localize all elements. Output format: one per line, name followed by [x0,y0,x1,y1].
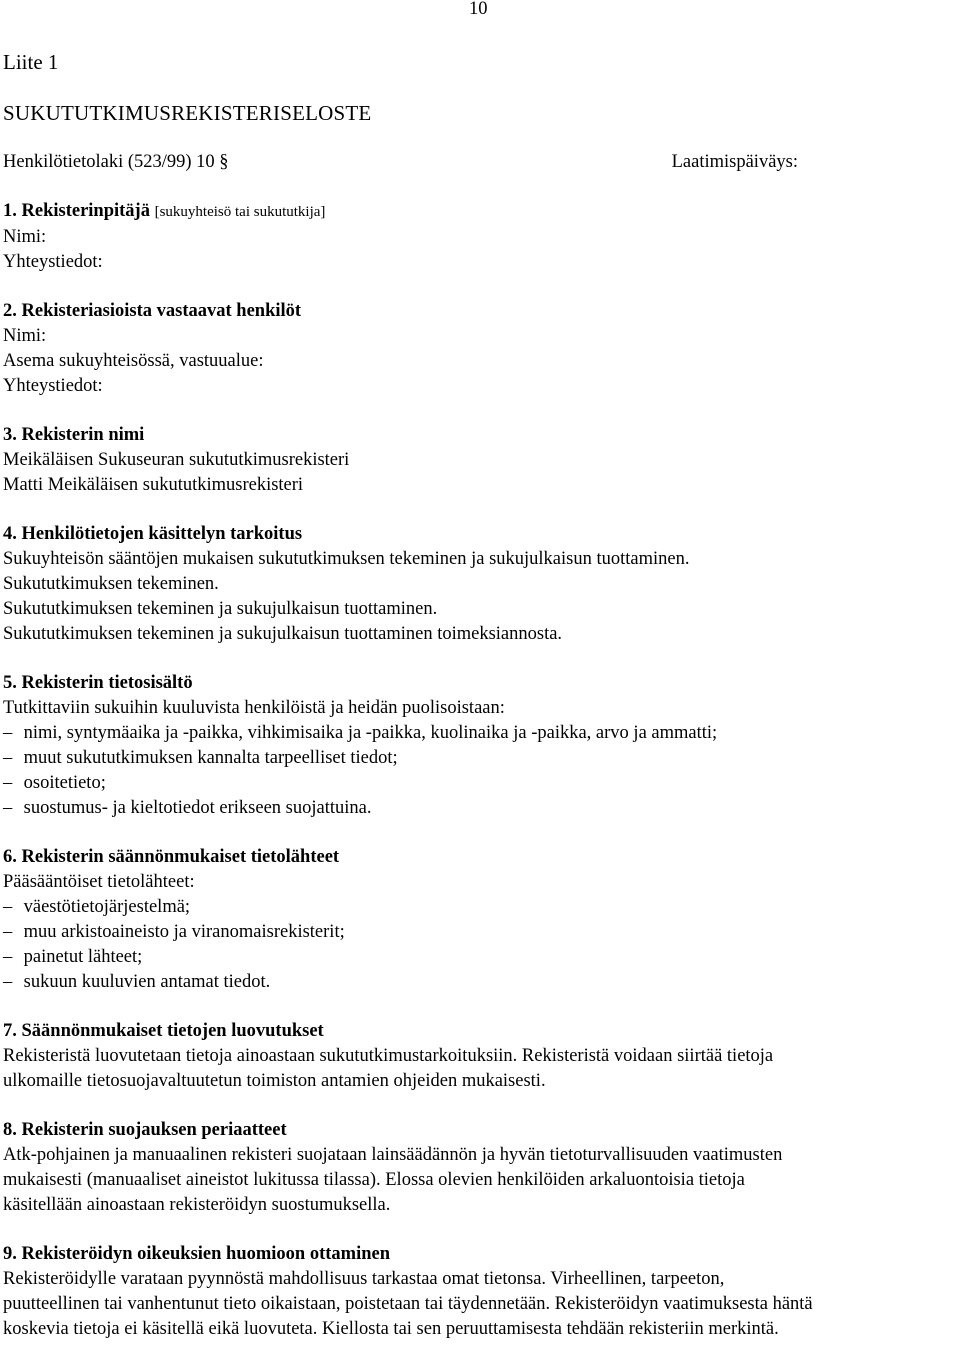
section-line: Yhteystiedot: [3,252,103,272]
section-data-disclosures [3,1019,948,1094]
document-body [3,48,948,1342]
paragraph-line: Rekisteristä luovutetaan tietoja ainoastaan sukututkimustarkoituksiin. Rekisteristä voidaan siirtää tietoja [3,1046,774,1066]
dash-bullet: – [3,723,13,743]
law-reference: Henkilötietolaki (523/99) 10 § [3,152,229,172]
paragraph-line: mukaisesti (manuaaliset aineistot lukitussa tilassa). Elossa olevien henkilöiden arkaluontoisia tietoja [3,1170,745,1190]
page-number: 10 [469,0,488,19]
paragraph-line: puutteellinen tai vanhentunut tieto oikaistaan, poistetaan tai täydennetään. Rekisteröidyn vaatimuksesta häntä [3,1294,813,1314]
appendix-label: Liite 1 [3,50,59,74]
section-heading: 4. Henkilötietojen käsittelyn tarkoitus [3,524,303,544]
section-heading: 9. Rekisteröidyn oikeuksien huomioon ottaminen [3,1244,391,1264]
paragraph-line: ulkomaille tietosuojavaltuutetun toimiston antamien ohjeiden mukaisesti. [3,1071,546,1091]
section-line: Sukututkimuksen tekeminen. [3,574,219,594]
dash-bullet: – [3,972,13,992]
dash-bullet: – [3,897,13,917]
document-title: SUKUTUTKIMUSREKISTERISELOSTE [3,101,372,125]
list-item: – painetut lähteet; [3,945,948,970]
section-data-subject-rights [3,1242,948,1342]
section-line: Yhteystiedot: [3,376,103,396]
list-item: – muu arkistoaineisto ja viranomaisrekisterit; [3,920,948,945]
section-protection-principles [3,1118,948,1218]
dash-bullet: – [3,748,13,768]
paragraph-line: koskevia tietoja ei käsitellä eikä luovuteta. Kiellosta tai sen peruuttamisesta tehdään rekisteriin merkintä. [3,1319,779,1339]
section-heading: 5. Rekisterin tietosisältö [3,673,193,693]
section-heading: 2. Rekisteriasioista vastaavat henkilöt [3,301,302,321]
section-line: Nimi: [3,326,47,346]
section-register-content [3,671,948,821]
section-heading: 3. Rekisterin nimi [3,425,145,445]
paragraph-line: käsitellään ainoastaan rekisteröidyn suostumuksella. [3,1195,391,1215]
list-item: – sukuun kuuluvien antamat tiedot. [3,970,948,995]
section-data-controller [3,199,948,275]
dash-bullet: – [3,773,13,793]
paragraph-line: Rekisteröidylle varataan pyynnöstä mahdollisuus tarkastaa omat tietonsa. Virheellinen, tarpeeton, [3,1269,725,1289]
paragraph-line: Atk-pohjainen ja manuaalinen rekisteri suojataan lainsäädännön ja hyvän tietoturvallisuuden vaatimusten [3,1145,783,1165]
section-line: Tutkittaviin sukuihin kuuluvista henkilöistä ja heidän puolisoistaan: [3,698,505,718]
section-processing-purpose [3,522,948,647]
dash-bullet: – [3,922,13,942]
section-line: Sukututkimuksen tekeminen ja sukujulkaisun tuottaminen. [3,599,438,619]
list-item: – väestötietojärjestelmä; [3,895,948,920]
section-line: Sukuyhteisön sääntöjen mukaisen sukututkimuksen tekeminen ja sukujulkaisun tuottaminen. [3,549,690,569]
section-register-name [3,423,948,498]
section-line: Asema sukuyhteisössä, vastuualue: [3,351,264,371]
dash-bullet: – [3,947,13,967]
section-responsible-persons [3,299,948,399]
list-item: – osoitetieto; [3,771,948,796]
section-line: Matti Meikäläisen sukututkimusrekisteri [3,475,304,495]
list-item: – nimi, syntymäaika ja -paikka, vihkimisaika ja -paikka, kuolinaika ja -paikka, arvo ja ammatti; [3,721,948,746]
section-line: Nimi: [3,227,47,247]
list-item: – muut sukututkimuksen kannalta tarpeelliset tiedot; [3,746,948,771]
dash-bullet: – [3,798,13,818]
section-line: Sukututkimuksen tekeminen ja sukujulkaisun tuottaminen toimeksiannosta. [3,624,563,644]
list-item: – suostumus- ja kieltotiedot erikseen suojattuina. [3,796,948,821]
section-line: Meikäläisen Sukuseuran sukututkimusrekisteri [3,450,350,470]
date-label: Laatimispäiväys: [671,152,798,172]
section-data-sources [3,845,948,995]
section-line: Pääsääntöiset tietolähteet: [3,872,195,892]
section-heading: 8. Rekisterin suojauksen periaatteet [3,1120,287,1140]
section-heading: 7. Säännönmukaiset tietojen luovutukset [3,1021,324,1041]
law-reference-row [3,150,798,175]
section-heading-note: [sukuyhteisö tai sukututkija] [154,204,326,220]
section-heading: 1. Rekisterinpitäjä [sukuyhteisö tai sukututkija] [3,201,326,221]
section-heading: 6. Rekisterin säännönmukaiset tietolähteet [3,847,340,867]
